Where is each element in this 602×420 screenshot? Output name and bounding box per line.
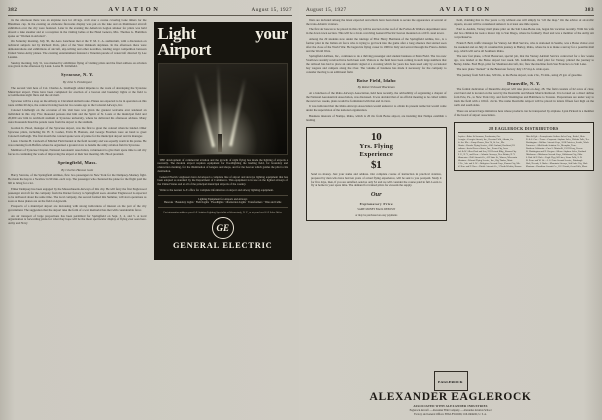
paragraph: The second visit here of Col. Charles A. Lindbergh added impetus to the work of developing the Syracuse Municipal airport. Plans have been completed for erection of a beacon and boundary lights at the field to accommodate night fliers and the air mail. [8,85,147,98]
list-item: N. E., N. Y., and Penn.—Atlantic Airways, New Britain, N. Y. [457,153,516,157]
section-heading-boise: Boise Field, Idaho [356,77,396,83]
column-right-2 [454,19,595,420]
columns-right [306,19,594,420]
list-item: S. Dak. & N. Dak.—Eagle Flyg All Lines, Sioux Falls, S. D. [525,156,583,160]
eaglerock-brand-name: ALEXANDER EAGLEROCK [369,391,532,404]
list-item: W. Penn. and W. Va.—J. S. Penn Aircraft Service, Pittsburgh [525,159,583,163]
eaglerock-advertisement[interactable] [306,369,595,416]
paragraph: Syracuse will be a stop on the Albany to Cleveland airmail route. Planes are expected to be in operation on this route within 60 days, the contract having been let two weeks ago to the Colonial Airways, Inc. [8,98,147,107]
distributors-title: 28 EAGLEROCK DISTRIBUTORS [458,126,591,134]
column-right-1 [306,19,447,420]
paragraph: The new plane "decked" at the Beaucour factory July 137 m.p.h. wide open. [456,67,550,72]
issue-date-left: August 15, 1927 [251,7,292,13]
paragraph: Among the 29 students now under the tutelage of Pilot Harry Hermann of the Springfield Airline, Inc., is a former pilot in the Italian air force who is trying to get back into the game after a long absence that started soon after the close of the World War. He began his flying career in 1909 in Italy and served through the Franco-Italian and the World Wars. [306,36,447,53]
list-item: Tennessee—Mid-South Aviation Co., Memphis, Tenn. [525,144,577,148]
ad-body: Send no money. Just your name and address. Our complete course of instruction in practical aviation, prepared by men who have had ten years of actual flying experience, will be sent to you postpaid. Study it for five days, then, if you are satisfied, send us only $1 and we will consider the course paid in full. Learn to fly at home in your spare time. The demand for trained pilots far exceeds the supply. [311,171,442,188]
paragraph: It was indicated that the Idaho Airways Association would endeavor to obtain its present name but would come under the supervision of the national organization. [306,104,447,113]
ad-experience-label: Experience [359,151,393,159]
paragraph: Elmer Dempsey has been engaged by the Massachusetts Airways of this city. He will ferry the first Englewood passenger aircraft for the company from the Darner factory to Springfield soon. Another Englewood is expected to be delivered about the same time. The local company, the second formed this Summer, will start operations as soon as these planes are on the field at Agawam. [8,186,147,203]
paragraph: Sunday morning, July 31, was marked by exhibition flying of visiting pilots and the final address on aviation was given in the afternoon by Lieut. Lorne H. Littlefield. [8,60,147,69]
list-item: Oklahoma—Oklahoma Aircraft Corp., Oklahoma City, Okla. [525,153,583,157]
folio-right: 383 [584,7,594,13]
issue-date-right: August 15, 1927 [306,7,347,13]
section-heading-springfield: Springfield, Mass. [57,160,97,166]
association-line-1: ASSOCIATED WITH ALEXANDER INDUSTRIES [413,404,488,409]
light-beam-icon [229,77,247,146]
list-item: Illinois—Brooks Flying Service, 4141 Garland, Rockford, Ill. [457,144,516,148]
ad-price: $1 [370,158,382,171]
paragraph: The formal dedication of Deanville Airport will take place on Aug. 28. The field consists of 62 acres of clear, level land and is located on the west by the Deanville and Mount Morris Railroad. It is located on a direct airline from Erie, Pa., to New York City, and from Washington and Baltimore to Toronto. Preparations are under way to mark the field with a 100-ft. circle. The name Deanville Airport will be placed in letters fifteen feet high on the north and south sides. [453,87,594,108]
paragraph: its the afternoon there was an airplane race for 40 kgs. craft over a course covering Lane timers for the Blandines cup. In the evening an elaborate fireworks display was put on the lake and an illuminated aircraft exhibition over the city were featured. Later in the evening the American Legion smoker for pilots was held aboard a lake steamer and at a reception in the visiting ladies at the Hotel Geneva, Mrs. Thomas G. Hamilton spoke on "Women in Aviation". [8,19,147,38]
beacon-tower-icon [218,134,222,152]
list-item: Dryden—Baker & Swanson, Pocahontas, Ore. [457,135,501,139]
ad-our-word: Our [370,191,382,199]
ge-logo-block [158,217,289,252]
distributors-column-2 [526,135,590,168]
list-item: Indiana—Irwin-Hoover Stores, Inc., Evans City, Iowa [457,147,508,151]
ad-guarantee: SAME MONEY BACK DEPOSIT [357,208,396,212]
paragraph: THE development of commercial aviation and the growth of night flying has made the lighting of airports a necessity. The modern airport requires equipment for floodlighting the landing field, for boundary and obstruction marking, for the illumination of hangars and shops, and for the beacon which guides the pilot to his destination. [157,157,288,173]
list-item: Minnesota—Hall Aircraft Co., 412 State St., Warren, Wisconsin [457,156,518,160]
page-left [0,0,299,420]
equipment-list-items: Beacons · Boundary Lights · Field Lights · Floodlights · Obstruction Lights · Transformers · Wire and Cable [164,201,282,205]
columns-left [8,19,292,420]
paragraph: The new fast plane, a Pratt Beaucour, special job, that the Varney Airmail Service contracted for a few weeks ago, was landed at the Boise airport last week. Mr. Guildbrook, chief pilot for Varney, piloted the journey to Burley, Idaho. Fred Hoyt, pilot for Shanbaur Aircraft, Inc, flew the machine from San Francisco to Salt Lake. [453,54,594,67]
list-item: Georgia—Georgia Aircraft, Inc., Decatur Field, Atlanta, Ga. [457,138,514,142]
page-header-right [306,6,594,16]
list-item: St. Jos. Mo.—Camp Chance, Box 74, St. Jos., Mo. [457,141,505,145]
paragraph: There are several large initiatives here whose products can be transported by airplane. Lynn Pickard is a member of the board of airport association. [453,108,594,117]
column-left-1 [8,19,147,420]
distributors-column-1 [458,135,522,168]
ad-closing-note: or may be purchased on easy payments [355,213,398,217]
paragraph: Gordon K. Hood, manager of the Syracuse airport, was the first to greet the colonel when he landed. Other Syracuse pilots, including Dr. H. E. Lasher, Ervin B. Hannan, and George Freeman were on hand to greet Colonel Lindbergh. The first month the colonel spoke were of praise for the municipal airport and its manager. [8,125,147,138]
paragraph: Harry Stevens, of the Springfield Airlines, flew two passengers in New York for the Dempsey-Sharkey fight. He made the hop in a Swallow in 90 min. each way. The passenger who chartered the plane for the flight paid the bill to bring for a lot. [8,173,147,186]
list-item: N. & S. Car.—Texas—Corporate Airplane Sales, Wichita Falls, Tex. [525,138,590,142]
paragraph: The journey from Salt Lake, 320 mi., to the Boise airport, took 2 hr., 55 min., using 25 gal. of gasoline. [456,72,583,77]
ad-headline: Light your Airport [157,24,288,60]
list-item: Utah, Nevada, S. Idaho—Mountain Airways, Salt Lake City, Utah [525,162,588,166]
paragraph: On Saturday morning, July 30, the Aero Luncheon met at the Y. M. C. A. auditorium, with a discussion on technical subjects led by Richard Peck, pilot of the West Oshkosh airplanes. In the afternoon there were demonstrations and exhibitions of aircraft, sky-writing and other novelties, landing target competition between United States Army planes. The evening entertainment featured a Venetian parade of watercraft directed by Lee Lauzkn. [8,39,147,60]
section-heading-deanville: Deanville, N. Y. [507,80,541,86]
byline: By Charles Hanson Gale [61,167,94,172]
page-right [299,0,602,420]
byline: By Robert Edward Blackman [357,85,395,90]
association-line-3: Factory and General Offices: ENGLEWOOD, COLORADO, U. S. A. [414,412,487,416]
distributors-columns [458,135,591,168]
general-electric-advertisement[interactable] [154,22,293,260]
ad-years-label: Yrs. Flying [359,142,394,150]
association-line-2: Eaglerock Aircraft — Alexander Film Company — Alexander Aviation School [409,409,492,413]
list-item: Ohio & Pgh.—Pennsylvania Airlines Sales Corp., Bethel, Ohio. [525,135,586,139]
list-item: Washington—Wallace Aircraft Corp., 1818 Fairview, Seattle, Wash. [525,141,590,145]
equipment-list-title: Lighting Equipment for Airports and Airways [198,197,248,201]
list-item: Montana—Hamilton Aircraft Co., 1112 Fourth, Great Falls, Mont. [525,165,588,169]
ad-explanatory-price: Explanatory Price [359,201,393,206]
paragraph: fliers are included among the latest expected and efforts have been made to secure the appearance of several of the trans-Atlantic aviators. [306,19,447,26]
list-item: W. Kan. and N. Kan.—Hinkle Aircraft Co., 3 North Wichita, Kansas [457,165,522,169]
list-item: Montana—Edward Flying Service, Inc., Big Timber, Mont. [457,159,513,163]
paragraph: Business interests of Nampa, Idaho, which is 20 mi. from Boise airport, are insisting that Nampa establish a landing [306,113,447,122]
byline: By John S. Pendergast [62,79,92,84]
masthead-right: AVIATION [439,6,492,13]
column-left-2 [154,19,293,420]
paragraph: An air transport of large proportions has been permitted for Springfield on Sept. 3, 4, and 5. A local organization is forwarding plans for what they hope will be the most spectacular display of flying ever seen here. Army and Navy [8,213,147,226]
paragraph: Lieut. Charles H. Cantwell of Mitchel Field landed at the field recently and was equally warm in his praise. He was returning from Buffalo where he organized a ground crew to handle the army aviation field in Syracuse. [8,139,147,147]
flying-course-advertisement[interactable] [306,127,447,221]
paragraph: Frank P. Bell, traffic manager for Varney Air Mail Service, who is stationed in Seattle, was a Boise visitor over the weekend and on July 21 resumed his journey to Burley, Idaho, where he is to make a survey for a possible mail stop, which will serve all Southern Idaho. [453,40,594,53]
ad-contact-text: For information address your G-E Aviation Lighting Specialist at Schenectady, N. Y., or at your local G-E Sales Office [163,211,283,215]
folio-left: 382 [8,7,18,13]
list-item: W. Washington and N. Oregon—Moore Airplane Sales, Portland [525,150,586,154]
page-header-left [8,6,292,16]
ad-body [158,159,289,193]
list-item: J. No., Ark. and S. W.—Bridgeton Aircraft Corp., Kansas City, Mo. [457,162,521,166]
section-heading-syracuse: Syracuse, N. Y. [61,72,94,78]
paragraph: At a luncheon of the Idaho Airways Association, held here recently, the advisability of organizing a chapter of the National Aeronautical Association, was discussed. It was decided that of an official meeting to be called within the next two weeks, plans would be formulated with that end in view. [306,91,447,103]
list-item: Northern California—Cmr. L. Marinelli, 1519 B'way, Fresno [525,147,583,151]
eaglerock-distributors-list [454,122,595,172]
ad-equipment-list [158,195,289,208]
paragraph: Prospects of a municipal airport are increasing with strong indications of interest on the part of the city government. The suggestion that the airport take the form of a war memorial has met with considerable favor. [8,204,147,213]
paragraph: General Electric engineers have developed a complete line of airport and airways lighting equipment that has been adopted as standard by the Department of Commerce. This equipment is in use on the lighted airways of the United States and at all of the principal municipal airports of the country. [157,174,288,187]
ad-years-number: 10 [370,130,382,143]
paragraph: The first air beacon to be placed in this city will be erected on the roof of the Forbes & Wallace department store in the down town section. This will be a 24-in. revolving General Electric beacon mounted on a 60 ft. steel tower. [306,27,447,36]
list-item: Ind. & W. Allen-Clark and Son, 911 Detroit Bldg., Kansas City [457,150,517,154]
paragraph: Colonel Lindbergh on the occasion of his visit here was given the greatest welcome ever tendered an individual in this city. Five thousand persons met him and the Spirit of St. Louis at the municipal field and 20,000 saw him in Archbold stadium at Syracuse university, where he delivered his afternoon address. Many were thousands lined the parade route from the airport to the stadium. [8,108,147,125]
paragraph: Paul A. Andrés, Varney mail plane pilot on the Salt Lake-Boise run, began his vacation recently. With his wife and two children he took a motor trip to San Diego, where he formerly lived and was a member of the Army Air Corps Reserve. [453,27,594,40]
light-beam-icon [194,72,215,147]
eaglerock-association-block [306,405,595,416]
eaglerock-logo-icon: EAGLEROCK [434,371,468,391]
paragraph: field, claiming that in five years a city without one will simply be "off the map." On the advice of air-traffic experts, an east will be considered unless it is at least one mile square. [453,19,594,26]
ge-monogram-icon: GE [212,217,234,239]
paragraph: Write to the nearest G-E office for complete information on airport and airway lighting equipment. [159,187,274,192]
paragraph: Members of Syracuse Chapter, National Aeronautic association, volunteered to give their spare time to aid city forces in continuing the work of improving the airport at their last meeting. Mr. Hood presided. [8,148,147,157]
paragraph: Springfield Airlines, Inc., continues to do a thriving passenger and student business at Penn Field. The two new Swallows recently received have both been sold. Visitors to the field have been coming in such large numbers that the railroad has had to place an automatic signal at a crossing which for years has been used only by occasional hay wagons and campers along the river. The volume of business has made it necessary for the company to consider moving to an additional field. [306,54,447,74]
ge-brand-name: GENERAL ELECTRIC [172,241,273,251]
airport-floodlight-photo [158,63,289,155]
masthead-left: AVIATION [108,6,161,13]
